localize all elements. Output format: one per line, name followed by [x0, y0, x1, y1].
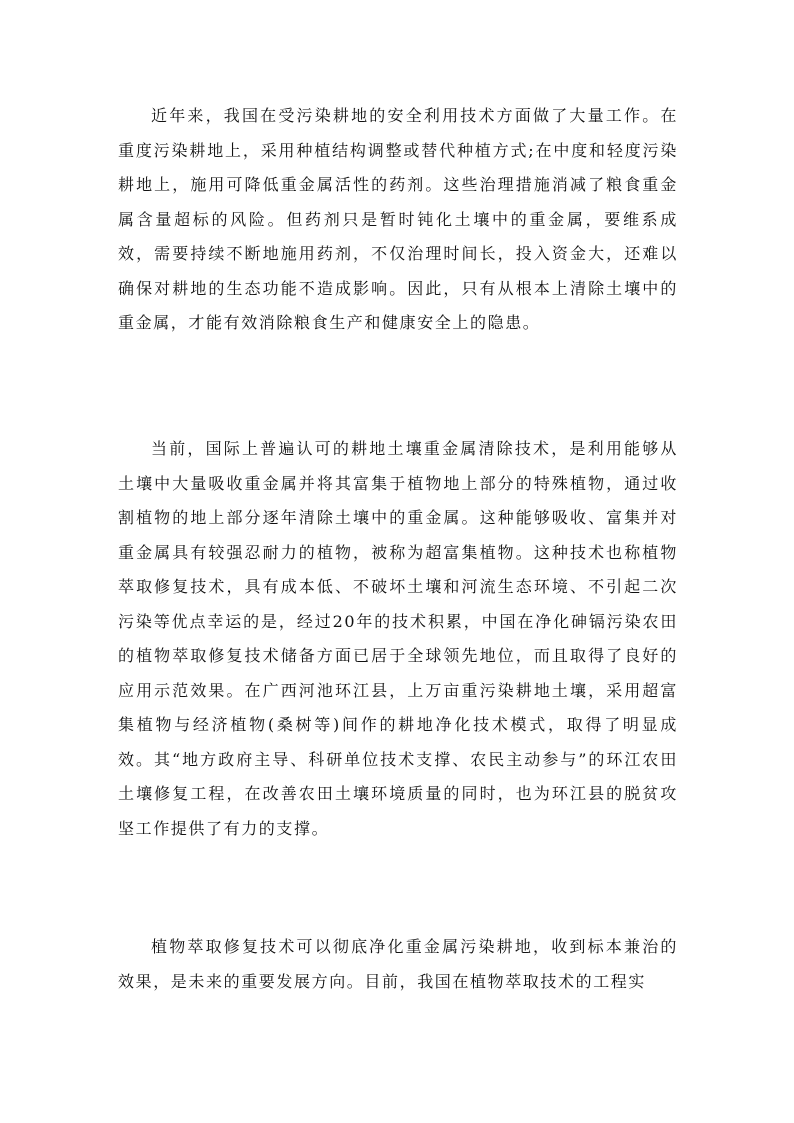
paragraph-2: 当前，国际上普遍认可的耕地土壤重金属清除技术，是利用能够从土壤中大量吸收重金属并将其富集于植物地上部分的特殊植物，通过收割植物的地上部分逐年清除土壤中的重金属。这种能够吸收、富集并对重金属具有较强忍耐力的植物，被称为超富集植物。这种技术也称植物萃取修复技术，具有成本低、不破坏土壤和河流生态环境、不引起二次污染等优点幸运的是，经过20年的技术积累，中国在净化砷镉污染农田的植物萃取修复技术储备方面已居于全球领先地位，而且取得了良好的应用示范效果。在广西河池环江县，上万亩重污染耕地土壤，采用超富集植物与经济植物(桑树等)间作的耕地净化技术模式，取得了明显成效。其“地方政府主导、科研单位技术支撑、农民主动参与”的环江农田土壤修复工程，在改善农田土壤环境质量的同时，也为环江县的脱贫攻坚工作提供了有力的支撑。 — [118, 439, 678, 838]
paragraph-3: 植物萃取修复技术可以彻底净化重金属污染耕地，收到标本兼治的效果，是未来的重要发展方向。目前，我国在植物萃取技术的工程实 — [118, 937, 678, 991]
paragraph-1: 近年来，我国在受污染耕地的安全利用技术方面做了大量工作。在重度污染耕地上，采用种植结构调整或替代种植方式;在中度和轻度污染耕地上，施用可降低重金属活性的药剂。这些治理措施消减了粮食重金属含量超标的风险。但药剂只是暂时钝化土壤中的重金属，要维系成效，需要持续不断地施用药剂，不仅治理时间长，投入资金大，还难以确保对耕地的生态功能不造成影响。因此，只有从根本上清除土壤中的重金属，才能有效消除粮食生产和健康安全上的隐患。 — [118, 106, 678, 332]
